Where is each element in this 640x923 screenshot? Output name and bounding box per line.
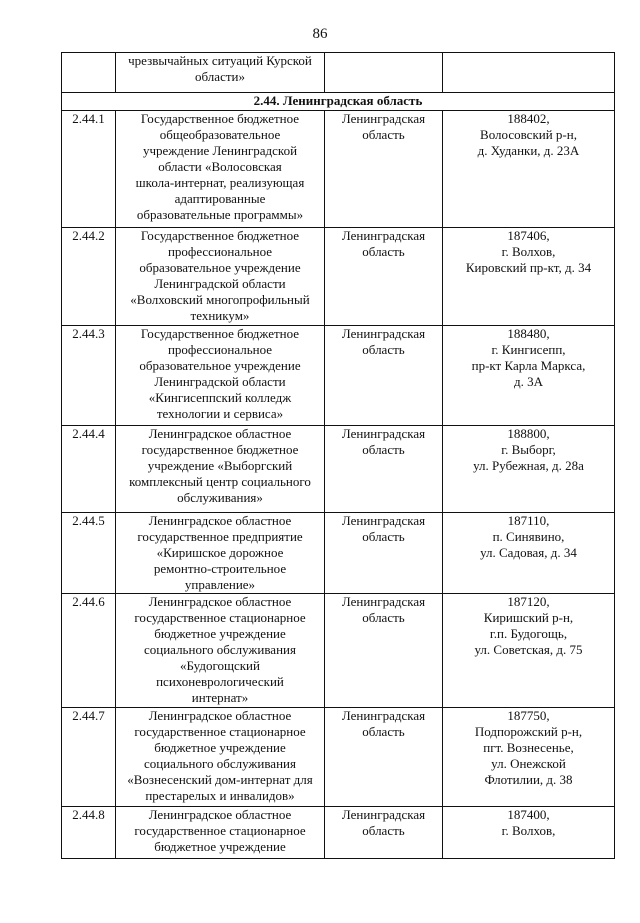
region-line: область	[362, 442, 405, 457]
address-line: Флотилии, д. 38	[484, 772, 573, 787]
name-line: адаптированные	[174, 191, 266, 206]
address-line: г. Волхов,	[501, 244, 556, 259]
organization-name-cell	[116, 594, 325, 708]
section-header-row	[62, 93, 615, 111]
address-line: д. 3А	[513, 374, 543, 389]
row-number-cell: 2.44.7	[62, 708, 116, 807]
address-line: ул. Советская, д. 75	[474, 642, 583, 657]
address-cell	[443, 513, 615, 594]
name-line: обслуживания»	[177, 490, 263, 505]
name-line: технологии и сервиса»	[156, 406, 284, 421]
row-number-cell: 2.44.4	[62, 426, 116, 513]
address-cell	[443, 426, 615, 513]
name-line: государственное стационарное	[134, 724, 306, 739]
region-line: Ленинградская	[341, 326, 426, 341]
region-line: область	[362, 244, 405, 259]
region-line: Ленинградская	[341, 513, 426, 528]
organization-name-cell	[116, 326, 325, 426]
name-line: Ленинградское областное	[148, 807, 292, 822]
name-line: области «Волосовская	[158, 159, 282, 174]
name-line: общеобразовательное	[159, 127, 281, 142]
region-cell	[325, 53, 443, 93]
address-line: ул. Рубежная, д. 28а	[473, 458, 584, 473]
address-line: пр-кт Карла Маркса,	[471, 358, 586, 373]
name-line: ремонтно-строительное	[153, 561, 287, 576]
name-line: комплексный центр социального	[129, 474, 311, 489]
organization-name-cell	[116, 708, 325, 807]
name-line: государственное стационарное	[134, 610, 306, 625]
name-line: образовательное учреждение	[139, 358, 301, 373]
name-line: престарелых и инвалидов»	[145, 788, 295, 803]
region-cell	[325, 513, 443, 594]
name-line: образовательные программы»	[136, 207, 304, 222]
name-line: техникум»	[190, 308, 250, 323]
region-line: Ленинградская	[341, 426, 426, 441]
section-title: 2.44. Ленинградская область	[62, 93, 615, 111]
region-cell	[325, 594, 443, 708]
address-line: г. Кингисепп,	[491, 342, 566, 357]
name-line: «Кингисеппский колледж	[148, 390, 292, 405]
name-line: чрезвычайных ситуаций Курской	[128, 53, 312, 68]
name-line: Государственное бюджетное	[140, 228, 300, 243]
address-line: п. Синявино,	[492, 529, 565, 544]
name-line: Государственное бюджетное	[140, 326, 300, 341]
region-cell	[325, 708, 443, 807]
organizations-table	[61, 52, 615, 859]
region-cell	[325, 807, 443, 859]
organization-name-cell	[116, 426, 325, 513]
name-line: государственное бюджетное	[141, 442, 299, 457]
row-number-cell: 2.44.3	[62, 326, 116, 426]
name-line: учреждение Ленинградской	[142, 143, 298, 158]
address-line: 188480,	[507, 326, 550, 341]
name-line: Ленинградской области	[154, 276, 286, 291]
name-line: Ленинградской области	[154, 374, 286, 389]
region-line: Ленинградская	[341, 708, 426, 723]
address-cell	[443, 326, 615, 426]
region-line: область	[362, 342, 405, 357]
row-number-cell: 2.44.5	[62, 513, 116, 594]
address-line: г. Выборг,	[501, 442, 556, 457]
continuation-row	[62, 53, 615, 93]
region-line: Ленинградская	[341, 594, 426, 609]
address-line: д. Худанки, д. 23А	[477, 143, 580, 158]
table-row	[62, 594, 615, 708]
name-line: «Будогощский	[180, 658, 260, 673]
region-line: Ленинградская	[341, 111, 426, 126]
address-line: 187110,	[507, 513, 550, 528]
address-cell	[443, 228, 615, 326]
name-line: Ленинградское областное	[148, 594, 292, 609]
address-line: Волосовский р-н,	[480, 127, 577, 142]
name-line: профессиональное	[167, 244, 273, 259]
address-cell	[443, 708, 615, 807]
region-cell	[325, 426, 443, 513]
address-line: 187750,	[507, 708, 550, 723]
address-cell	[443, 111, 615, 228]
table-row	[62, 807, 615, 859]
name-line: учреждение «Выборгский	[147, 458, 293, 473]
row-number-cell: 2.44.2	[62, 228, 116, 326]
table-row	[62, 228, 615, 326]
name-line: Ленинградское областное	[148, 513, 292, 528]
name-line: «Волховский многопрофильный	[130, 292, 310, 307]
region-cell	[325, 326, 443, 426]
row-number-cell: 2.44.6	[62, 594, 116, 708]
name-line: образовательное учреждение	[139, 260, 301, 275]
address-line: ул. Садовая, д. 34	[480, 545, 577, 560]
name-line: управление»	[184, 577, 256, 592]
table-row	[62, 426, 615, 513]
address-line: г. Волхов,	[501, 823, 556, 838]
name-line: Государственное бюджетное	[140, 111, 300, 126]
region-line: Ленинградская	[341, 807, 426, 822]
table-row	[62, 326, 615, 426]
address-cell	[443, 53, 615, 93]
name-line: бюджетное учреждение	[154, 626, 286, 641]
address-line: 188402,	[507, 111, 550, 126]
organization-name-cell	[116, 53, 325, 93]
name-line: психоневрологический	[156, 674, 284, 689]
name-line: социального обслуживания	[144, 756, 296, 771]
name-line: государственное предприятие	[137, 529, 303, 544]
region-line: область	[362, 823, 405, 838]
name-line: профессиональное	[167, 342, 273, 357]
name-line: «Вознесенский дом-интернат для	[127, 772, 313, 787]
address-line: Кировский пр-кт, д. 34	[465, 260, 592, 275]
address-line: 187400,	[507, 807, 550, 822]
organization-name-cell	[116, 513, 325, 594]
organization-name-cell	[116, 228, 325, 326]
address-line: Подпорожский р-н,	[474, 724, 583, 739]
name-line: Ленинградское областное	[148, 708, 292, 723]
table-row	[62, 111, 615, 228]
address-line: 187120,	[507, 594, 550, 609]
name-line: школа-интернат, реализующая	[135, 175, 305, 190]
region-line: область	[362, 529, 405, 544]
name-line: «Киришское дорожное	[156, 545, 284, 560]
name-line: Ленинградское областное	[148, 426, 292, 441]
name-line: бюджетное учреждение	[154, 839, 286, 854]
address-line: 187406,	[507, 228, 550, 243]
address-line: г.п. Будогощь,	[489, 626, 568, 641]
organization-name-cell	[116, 807, 325, 859]
region-cell	[325, 111, 443, 228]
region-line: область	[362, 610, 405, 625]
region-line: область	[362, 724, 405, 739]
name-line: интернат»	[191, 690, 249, 705]
row-number-cell	[62, 53, 116, 93]
address-cell	[443, 807, 615, 859]
name-line: государственное стационарное	[134, 823, 306, 838]
name-line: бюджетное учреждение	[154, 740, 286, 755]
address-line: Киришский р-н,	[483, 610, 574, 625]
region-cell	[325, 228, 443, 326]
table-row	[62, 513, 615, 594]
address-cell	[443, 594, 615, 708]
region-line: Ленинградская	[341, 228, 426, 243]
name-line: социального обслуживания	[144, 642, 296, 657]
page-number: 86	[312, 26, 328, 42]
name-line: области»	[195, 69, 245, 84]
organization-name-cell	[116, 111, 325, 228]
row-number-cell: 2.44.1	[62, 111, 116, 228]
address-line: ул. Онежской	[491, 756, 566, 771]
region-line: область	[362, 127, 405, 142]
row-number-cell: 2.44.8	[62, 807, 116, 859]
table-row	[62, 708, 615, 807]
address-line: пгт. Вознесенье,	[483, 740, 574, 755]
address-line: 188800,	[507, 426, 550, 441]
